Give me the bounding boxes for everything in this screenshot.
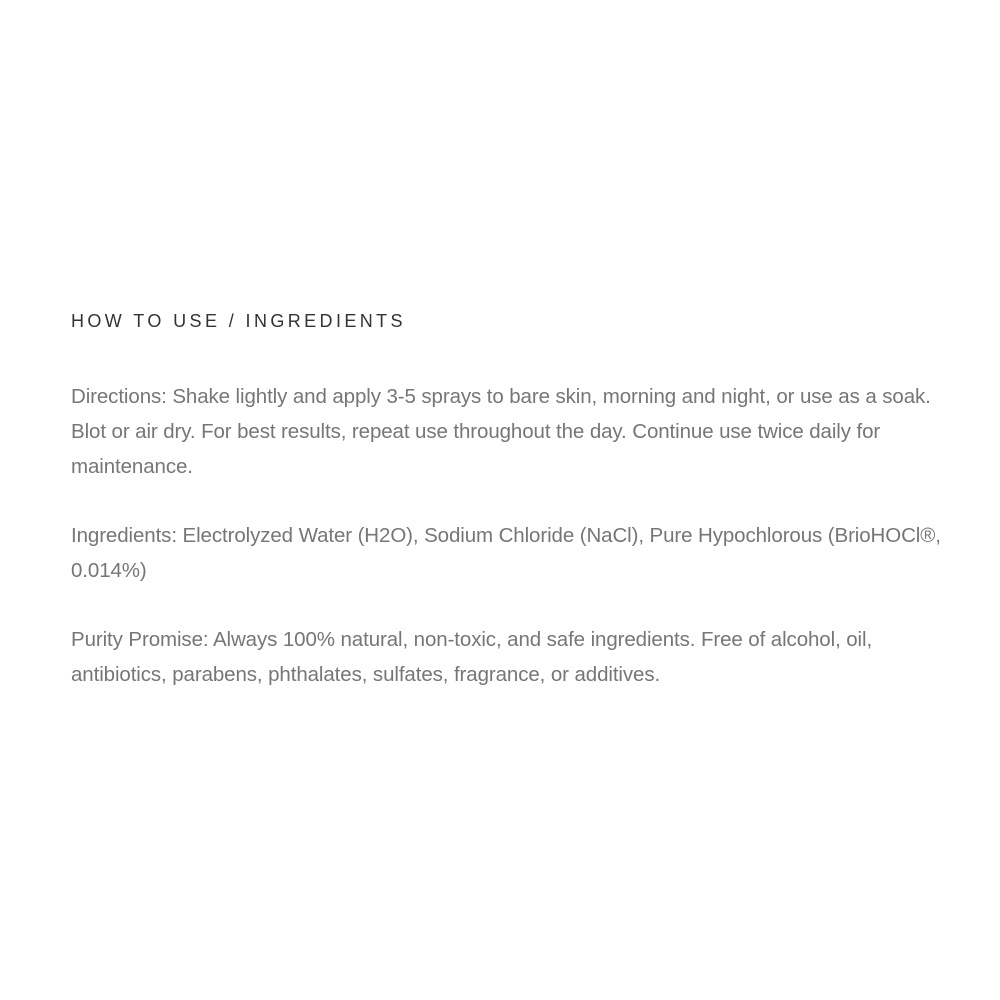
how-to-use-section [71, 308, 941, 726]
directions-paragraph: Directions: Shake lightly and apply 3-5 sprays to bare skin, morning and night, or use as a soak. Blot or air dry. For best results, repeat use throughout the day. Continue use twice daily for maintenance. [71, 385, 931, 478]
section-title: HOW TO USE / INGREDIENTS [71, 311, 406, 331]
ingredients-paragraph: Ingredients: Electrolyzed Water (H2O), Sodium Chloride (NaCl), Pure Hypochlorous (BrioHOCl®, 0.014%) [71, 524, 941, 582]
purity-promise-paragraph: Purity Promise: Always 100% natural, non-toxic, and safe ingredients. Free of alcohol, oil, antibiotics, parabens, phthalates, sulfates, fragrance, or additives. [71, 628, 873, 686]
